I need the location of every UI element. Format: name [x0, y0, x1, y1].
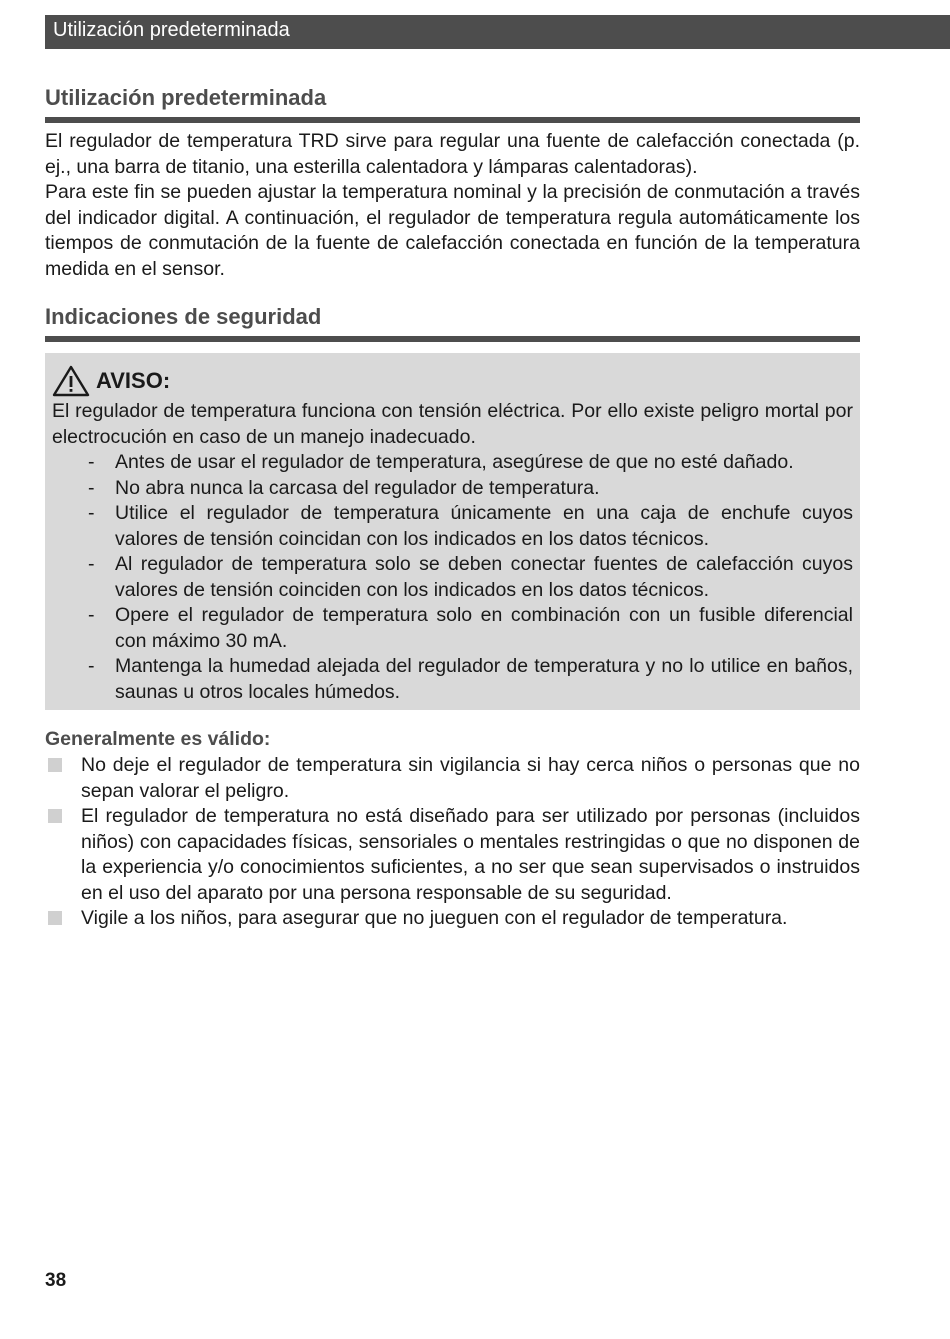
list-item-text: Utilice el regulador de temperatura únicamente en una caja de enchufe cuyos valores de tensión coincidan con los indicados en los datos técnicos. — [115, 502, 853, 550]
list-item-text: Opere el regulador de temperatura solo en combinación con un fusible diferencial con máximo 30 mA. — [115, 604, 853, 652]
square-bullet-icon — [48, 809, 62, 823]
paragraph: Para este fin se pueden ajustar la temperatura nominal y la precisión de conmutación a través del indicador digital. A continuación, el regulador de temperatura regula automáticamente los tiempos de conmutación de la fuente de calefacción conectada en función de la temperatura medida en el sensor. — [45, 181, 860, 280]
paragraph: El regulador de temperatura TRD sirve para regular una fuente de calefacción conectada (p. ej., una barra de titanio, una esterilla calentadora y lámparas calentadoras). — [45, 130, 860, 178]
general-list — [45, 753, 860, 932]
list-item — [52, 603, 853, 654]
warning-header — [52, 363, 853, 399]
list-item-text: El regulador de temperatura no está diseñado para ser utilizado por personas (incluidos niños) con capacidades físicas, sensoriales o mentales restringidas o que no disponen de la experiencia y/o conocimientos suficientes, a no ser que sean supervisados o instruidos en el uso del aparato por una persona responsable de su seguridad. — [81, 805, 860, 904]
dash-bullet: - — [88, 476, 95, 499]
section-title-safety: Indicaciones de seguridad — [45, 304, 322, 329]
list-item — [45, 906, 860, 932]
general-heading: Generalmente es válido: — [45, 728, 271, 750]
dash-bullet: - — [88, 655, 95, 677]
page-number: 38 — [45, 1270, 67, 1291]
list-item-text: No deje el regulador de temperatura sin vigilancia si hay cerca niños o personas que no sepan valorar el peligro. — [81, 754, 860, 802]
dash-bullet: - — [88, 604, 95, 626]
square-bullet-icon — [48, 911, 62, 925]
running-header-title: Utilización predeterminada — [53, 19, 290, 41]
list-item-text: Mantenga la humedad alejada del regulador de temperatura y no lo utilice en baños, saunas u otros locales húmedos. — [115, 655, 853, 703]
intended-use-body — [45, 129, 860, 282]
section-rule — [45, 117, 860, 123]
list-item — [52, 450, 853, 476]
list-item — [52, 501, 853, 552]
list-item — [52, 552, 853, 603]
list-item — [52, 654, 853, 705]
list-item-text: No abra nunca la carcasa del regulador de temperatura. — [115, 476, 600, 499]
running-header — [45, 15, 950, 49]
warning-list — [52, 450, 853, 705]
warning-intro: El regulador de temperatura funciona con tensión eléctrica. Por ello existe peligro mortal por electrocución en caso de un manejo inadecuado. — [52, 400, 853, 448]
section-rule — [45, 336, 860, 342]
warning-triangle-icon — [52, 365, 90, 397]
section-title-intended-use: Utilización predeterminada — [45, 85, 327, 110]
dash-bullet: - — [88, 502, 95, 524]
list-item — [52, 476, 853, 502]
dash-bullet: - — [88, 451, 95, 473]
list-item-text: Al regulador de temperatura solo se deben conectar fuentes de calefacción cuyos valores de tensión coinciden con los indicados en los datos técnicos. — [115, 553, 853, 601]
list-item-text: Vigile a los niños, para asegurar que no jueguen con el regulador de temperatura. — [81, 907, 788, 929]
dash-bullet: - — [88, 553, 95, 575]
list-item-text: Antes de usar el regulador de temperatura, asegúrese de que no esté dañado. — [115, 451, 794, 473]
list-item — [45, 804, 860, 906]
warning-label: AVISO: — [96, 368, 171, 393]
list-item — [45, 753, 860, 804]
square-bullet-icon — [48, 758, 62, 772]
warning-box — [45, 353, 860, 710]
